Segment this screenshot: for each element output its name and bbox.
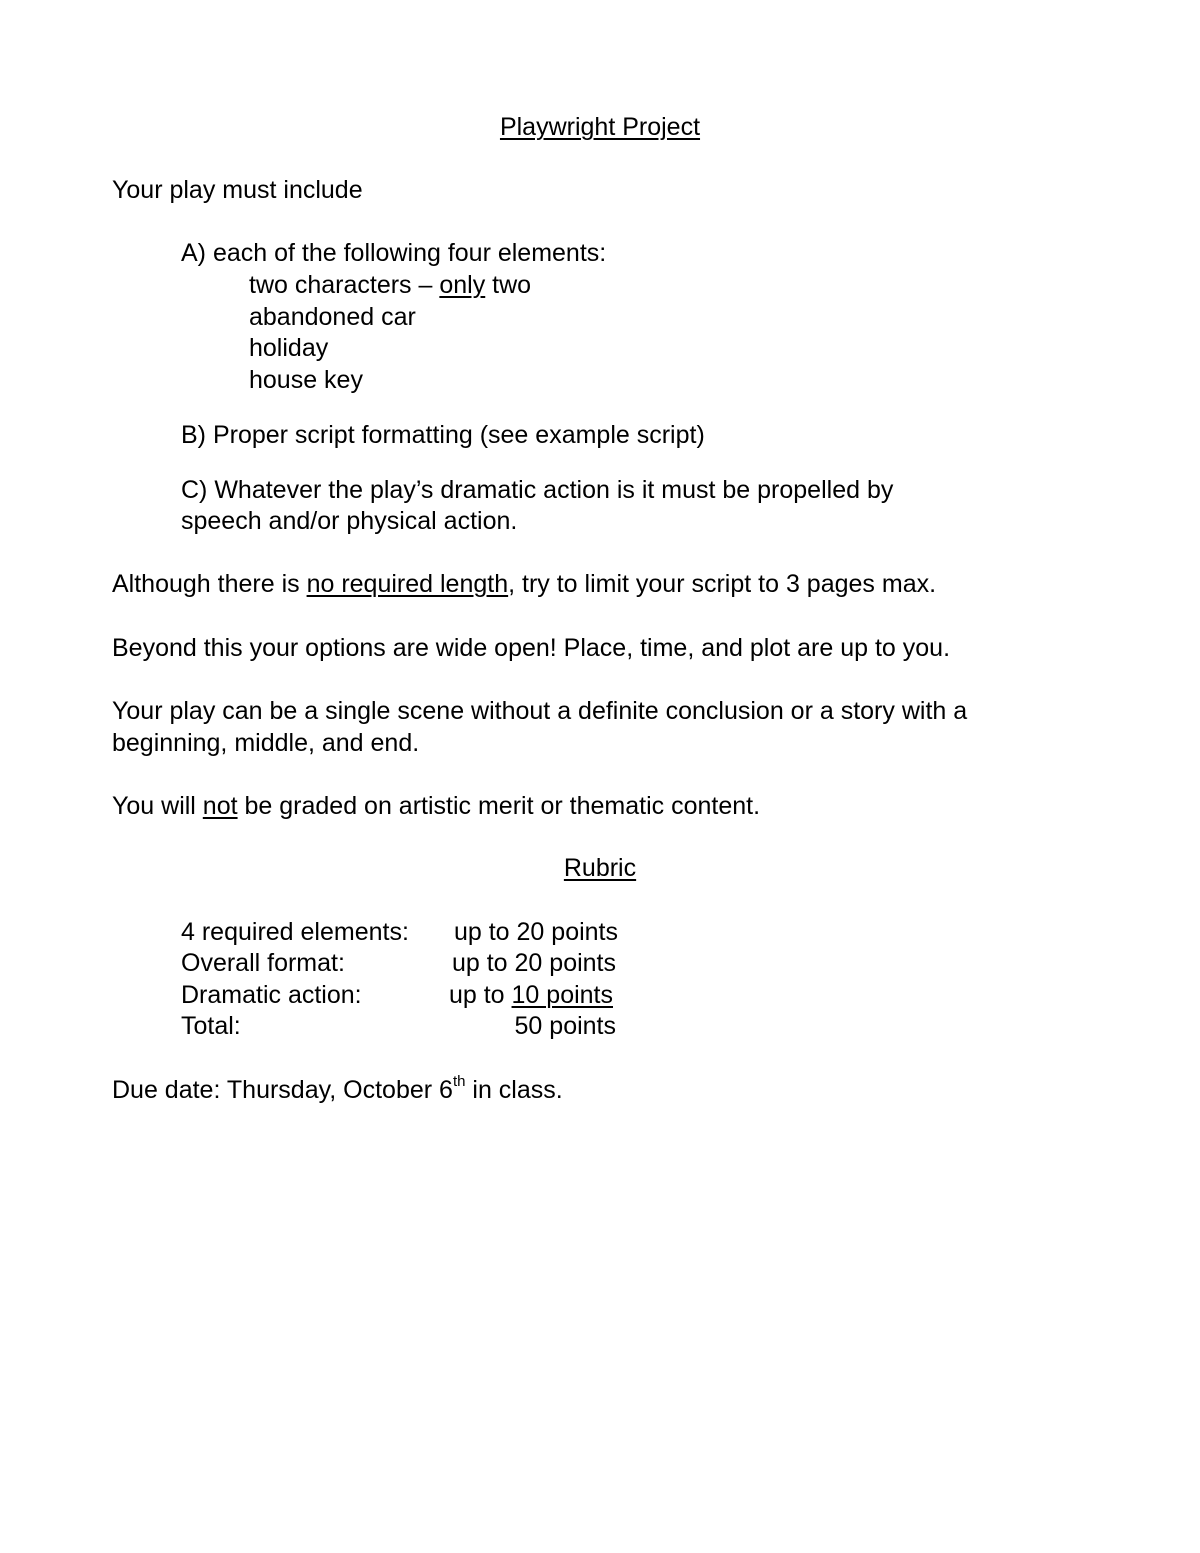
element-characters-suffix: two	[485, 271, 532, 299]
rubric-label-dramatic-action: Dramatic action:	[181, 981, 362, 1009]
structure-note-line-1: Your play can be a single scene without a definite conclusion or a story with a	[112, 697, 968, 725]
structure-note-line-2: beginning, middle, and end.	[112, 729, 420, 757]
grading-note-suffix: be graded on artistic merit or thematic content.	[237, 792, 761, 820]
intro-text: Your play must include	[112, 176, 363, 204]
options-note: Beyond this your options are wide open! Place, time, and plot are up to you.	[112, 634, 951, 662]
section-c-line-1: C) Whatever the play’s dramatic action is it must be propelled by	[181, 476, 894, 504]
element-house-key: house key	[249, 366, 363, 394]
element-characters-emphasis: only	[439, 271, 486, 299]
element-characters	[249, 270, 531, 301]
page-title: Playwright Project	[499, 113, 701, 141]
rubric-value-dramatic-action-prefix: up to	[448, 981, 512, 1009]
due-date	[112, 1072, 563, 1106]
grading-note-emphasis: not	[202, 792, 238, 820]
rubric-value-required-elements: up to 20 points	[453, 918, 618, 946]
rubric-label-required-elements: 4 required elements:	[181, 918, 409, 946]
rubric-value-total: 50 points	[514, 1012, 616, 1040]
rubric-value-dramatic-action	[313, 980, 613, 1011]
due-date-prefix: Due date: Thursday, October 6	[112, 1076, 453, 1104]
due-date-superscript: th	[452, 1072, 466, 1090]
grading-note-prefix: You will	[112, 792, 203, 820]
rubric-label-overall-format: Overall format:	[181, 949, 345, 977]
length-note-emphasis: no required length	[306, 570, 509, 598]
rubric-value-dramatic-action-emphasis: 10 points	[511, 981, 613, 1009]
element-holiday: holiday	[249, 334, 329, 362]
section-c-line-2: speech and/or physical action.	[181, 507, 518, 535]
due-date-suffix: in class.	[465, 1076, 563, 1104]
section-a-heading: A) each of the following four elements:	[181, 239, 607, 267]
element-characters-prefix: two characters –	[249, 271, 440, 299]
element-abandoned-car: abandoned car	[249, 303, 416, 331]
length-note-suffix: , try to limit your script to 3 pages max.	[508, 570, 937, 598]
section-b-text: B) Proper script formatting (see example script)	[181, 421, 705, 449]
length-note	[112, 569, 936, 600]
rubric-value-overall-format: up to 20 points	[451, 949, 616, 977]
grading-note	[112, 791, 760, 822]
rubric-label-total: Total:	[181, 1012, 241, 1040]
length-note-prefix: Although there is	[112, 570, 307, 598]
rubric-title: Rubric	[563, 854, 637, 882]
